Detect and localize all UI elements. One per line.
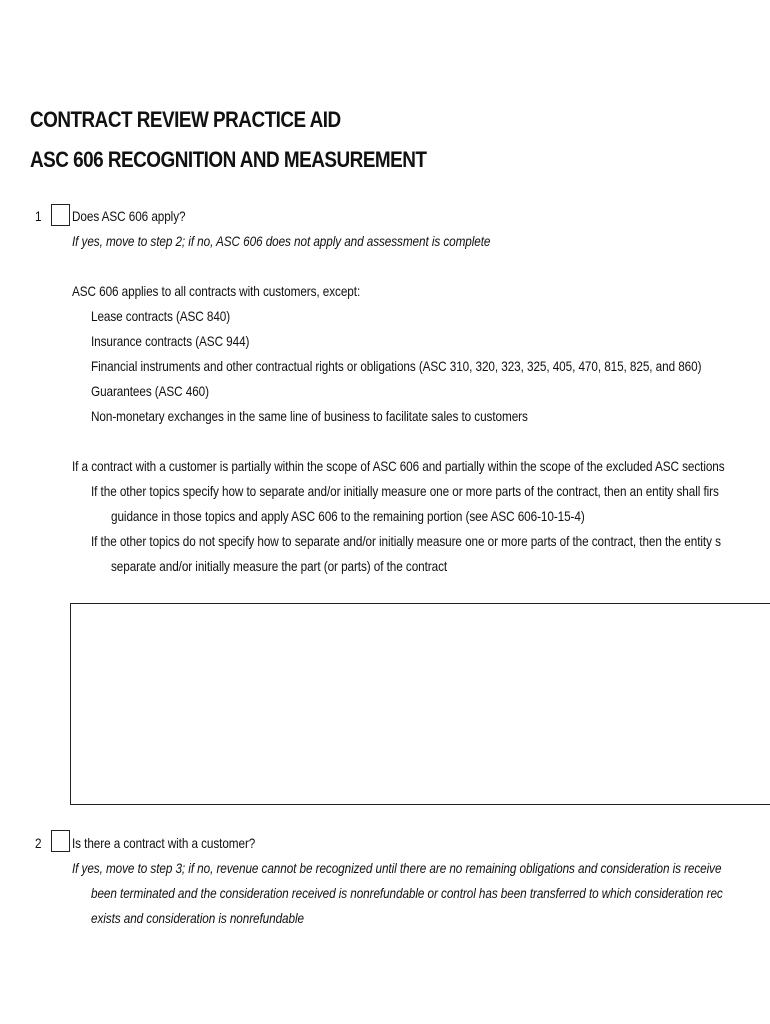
step-2-number: 2 <box>35 835 42 851</box>
partial-scope-text: If a contract with a customer is partially within the scope of ASC 606 and partially within the scope of the excluded ASC sections <box>72 458 725 474</box>
step-2-question: Is there a contract with a customer? <box>72 835 256 851</box>
partial-scope-rule-b: If the other topics do not specify how to separate and/or initially measure one or more parts of the contract, then the entity s <box>91 533 721 549</box>
scope-intro: ASC 606 applies to all contracts with customers, except: <box>72 283 361 299</box>
exception-item: Financial instruments and other contractual rights or obligations (ASC 310, 320, 323, 325, 405, 470, 815, 825, and 860) <box>91 358 702 374</box>
step-1-question: Does ASC 606 apply? <box>72 208 186 224</box>
document-title: CONTRACT REVIEW PRACTICE AID <box>30 107 341 132</box>
exception-item: Insurance contracts (ASC 944) <box>91 333 250 349</box>
step-1-number: 1 <box>35 208 42 224</box>
exception-item: Lease contracts (ASC 840) <box>91 308 231 324</box>
step-2-instruction-cont: exists and consideration is nonrefundable <box>91 910 304 926</box>
document-subtitle: ASC 606 RECOGNITION AND MEASUREMENT <box>30 147 427 172</box>
exception-item: Guarantees (ASC 460) <box>91 383 209 399</box>
step-1-checkbox[interactable] <box>51 204 70 226</box>
step-2-instruction: If yes, move to step 3; if no, revenue cannot be recognized until there are no remaining obligations and consideration is receive <box>72 860 722 876</box>
document-header <box>30 104 491 184</box>
step-2-instruction-cont: been terminated and the consideration received is nonrefundable or control has been transferred to which consideration rec <box>91 885 723 901</box>
partial-scope-rule-b-cont: separate and/or initially measure the part (or parts) of the contract <box>111 558 448 574</box>
exception-item: Non-monetary exchanges in the same line of business to facilitate sales to customers <box>91 408 528 424</box>
step-1-response-box[interactable] <box>70 603 770 805</box>
partial-scope-rule-a-cont: guidance in those topics and apply ASC 606 to the remaining portion (see ASC 606-10-15-4) <box>111 508 585 524</box>
partial-scope-rule-a: If the other topics specify how to separate and/or initially measure one or more parts of the contract, then an entity shall firs <box>91 483 719 499</box>
step-2-checkbox[interactable] <box>51 830 70 852</box>
step-1-instruction: If yes, move to step 2; if no, ASC 606 does not apply and assessment is complete <box>72 233 491 249</box>
